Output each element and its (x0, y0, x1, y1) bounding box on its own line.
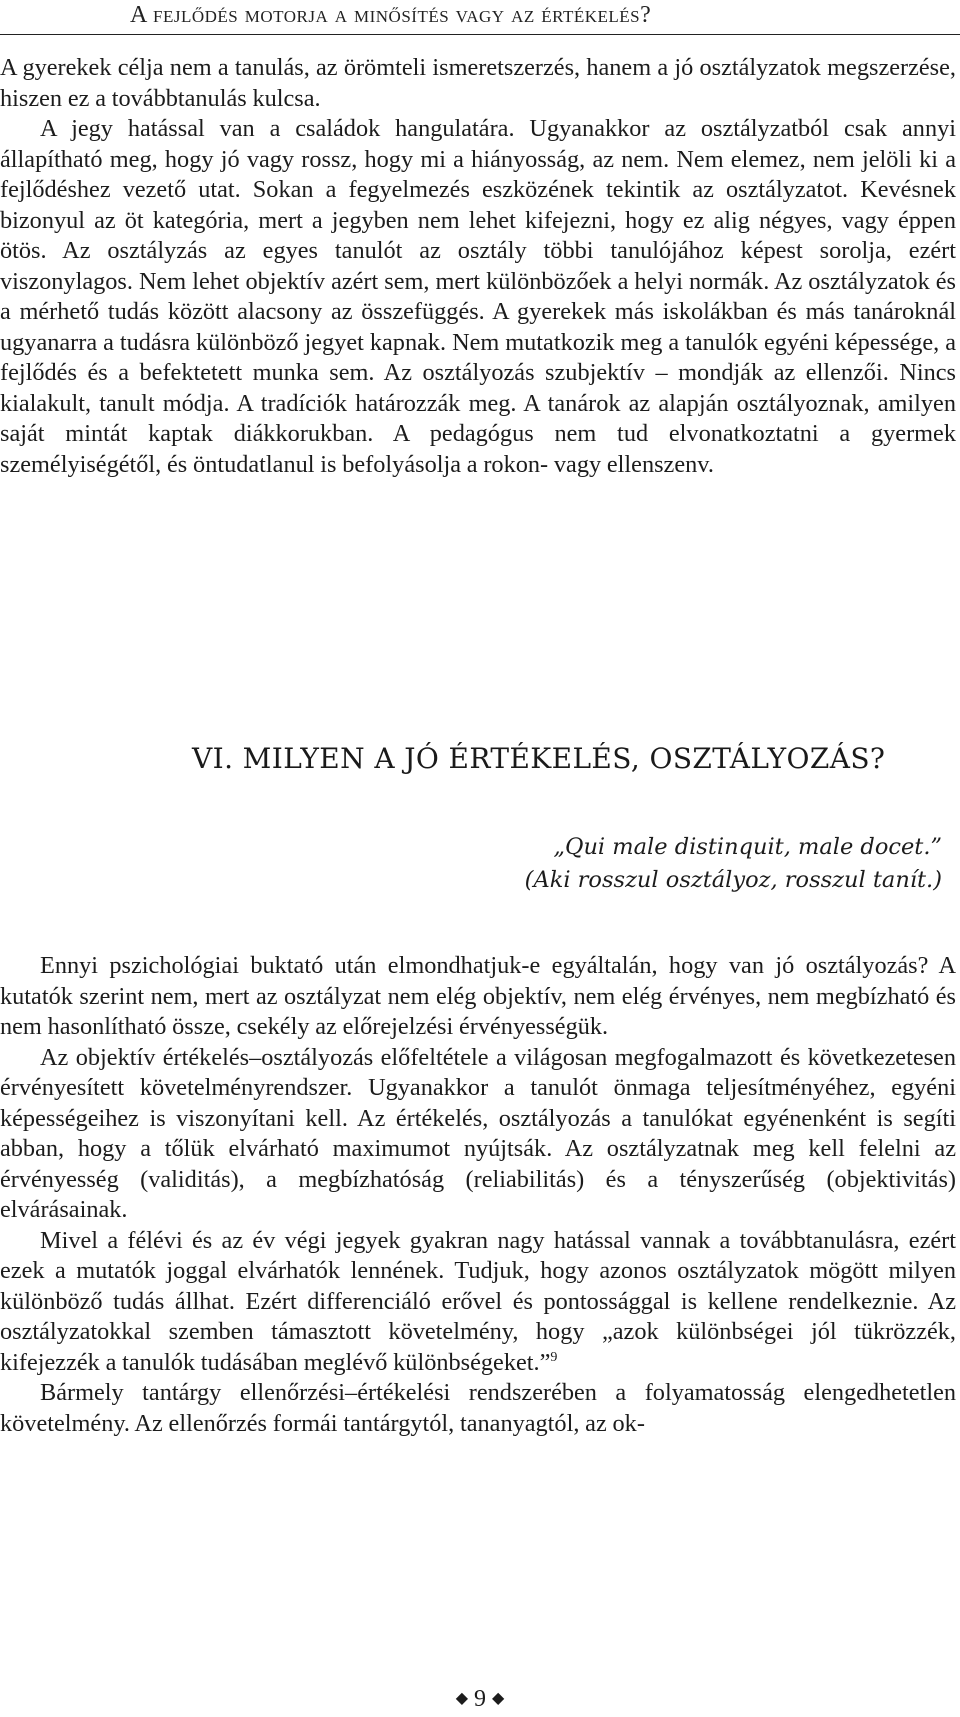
section-b-text (0, 951, 956, 1439)
paragraph-5-text: Mivel a félévi és az év végi jegyek gyakran nagy hatással vannak a továbbtanulásra, ezért ezek a mutatók joggal elvárhatók lennének. Tudjuk, hogy azonos osztályzatok mögött milyen különböző tudás állhat. Ezért differenciáló erővel és pontossággal is kellene rendelkeznie. Az osztályzatokkal szemben támasztott követelmény, hogy „azok különbségei jól tükrözzék, kifejezzék a tanulók tudásában meglévő különbségeket.” (0, 1226, 956, 1376)
footnote-reference[interactable]: 9 (550, 1349, 558, 1365)
paragraph-1: A gyerekek célja nem a tanulás, az örömteli ismeretszerzés, hanem a jó osztályzatok megszerzése, hiszen ez a továbbtanulás kulcsa. (0, 54, 956, 112)
paragraph-3: Ennyi pszichológiai buktató után elmondhatjuk-e egyáltalán, hogy van jó osztályozás? A kutatók szerint nem, mert az osztályzat nem elég objektív, nem elég érvényes, nem megbízható és nem hasonlítható össze, csekély az előrejelzési érvényességük. (0, 952, 956, 1040)
epigraph-quote: „Qui male distinquit, male docet.” (553, 834, 942, 860)
page-footer (0, 1686, 960, 1713)
epigraph (342, 831, 942, 897)
header-rule (0, 34, 960, 35)
epigraph-translation: (Aki rosszul osztályoz, rosszul tanít.) (524, 867, 942, 893)
running-header-title: A fejlődés motorja a minősítés vagy az értékelés? (130, 2, 652, 28)
paragraph-5 (0, 1226, 956, 1379)
diamond-icon: ◆ (455, 1690, 468, 1708)
paragraph-4: Az objektív értékelés–osztályozás előfeltétele a világosan megfogalmazott és következetesen érvényesített követelményrendszer. Ugyanakkor a tanulót önmaga teljesítményéhez, egyéni képességeihez is viszonyítani kell. Az értékelés, osztályozás a tanulókat egyénenként is segíti abban, hogy a tőlük elvárható maximumot nyújtsák. Az osztályzatnak meg kell felelni az érvényesség (validitás), a megbízhatóság (reliabilitás) és a tényszerűség (objektivitás) elvárásainak. (0, 1043, 956, 1223)
paragraph-6: Bármely tantárgy ellenőrzési–értékelési rendszerében a folyamatosság elengedhetetlen követelmény. Az ellenőrzés formái tantárgytól, tananyagtól, az ok- (0, 1379, 956, 1437)
section-a-text (0, 53, 956, 480)
diamond-icon: ◆ (492, 1690, 505, 1708)
paragraph-2: A jegy hatással van a családok hangulatára. Ugyanakkor az osztályzatból csak annyi állapítható meg, hogy jó vagy rossz, hogy mi a hiányosság, az nem. Nem elemez, nem jelöli ki a fejlődéshez vezető utat. Sokan a fegyelmezés eszközének tekintik az osztályzatot. Kevésnek bizonyul az öt kategória, mert a jegyben nem lehet kifejezni, hogy ez alig négyes, vagy éppen ötös. Az osztályzás az egyes tanulót az osztály többi tanulójához képest sorolja, ezért viszonylagos. Nem lehet objektív azért sem, mert különbözőek a helyi normák. Az osztályzatok és a mérhető tudás között alacsony az összefüggés. A gyerekek más iskolákban és más tanároknál ugyanarra a tudásra különböző jegyet kapnak. Nem mutatkozik meg a tanulók egyéni képessége, a fejlődés és a befektetett munka sem. Az osztályozás szubjektív – mondják az ellenzői. Nincs kialakult, tanult módja. A tradíciók határozzák meg. A tanárok az alapján osztályoznak, amilyen saját mintát kaptak diákkorukban. A pedagógus nem tud elvonatkoztatni a gyermek személyiségétől, és öntudatlanul is befolyásolja a rokon- vagy ellenszenv. (0, 115, 956, 478)
running-header (0, 0, 960, 40)
page-number: 9 (474, 1686, 486, 1712)
section-heading: VI. MILYEN A JÓ ÉRTÉKELÉS, OSZTÁLYOZÁS? (192, 742, 886, 775)
